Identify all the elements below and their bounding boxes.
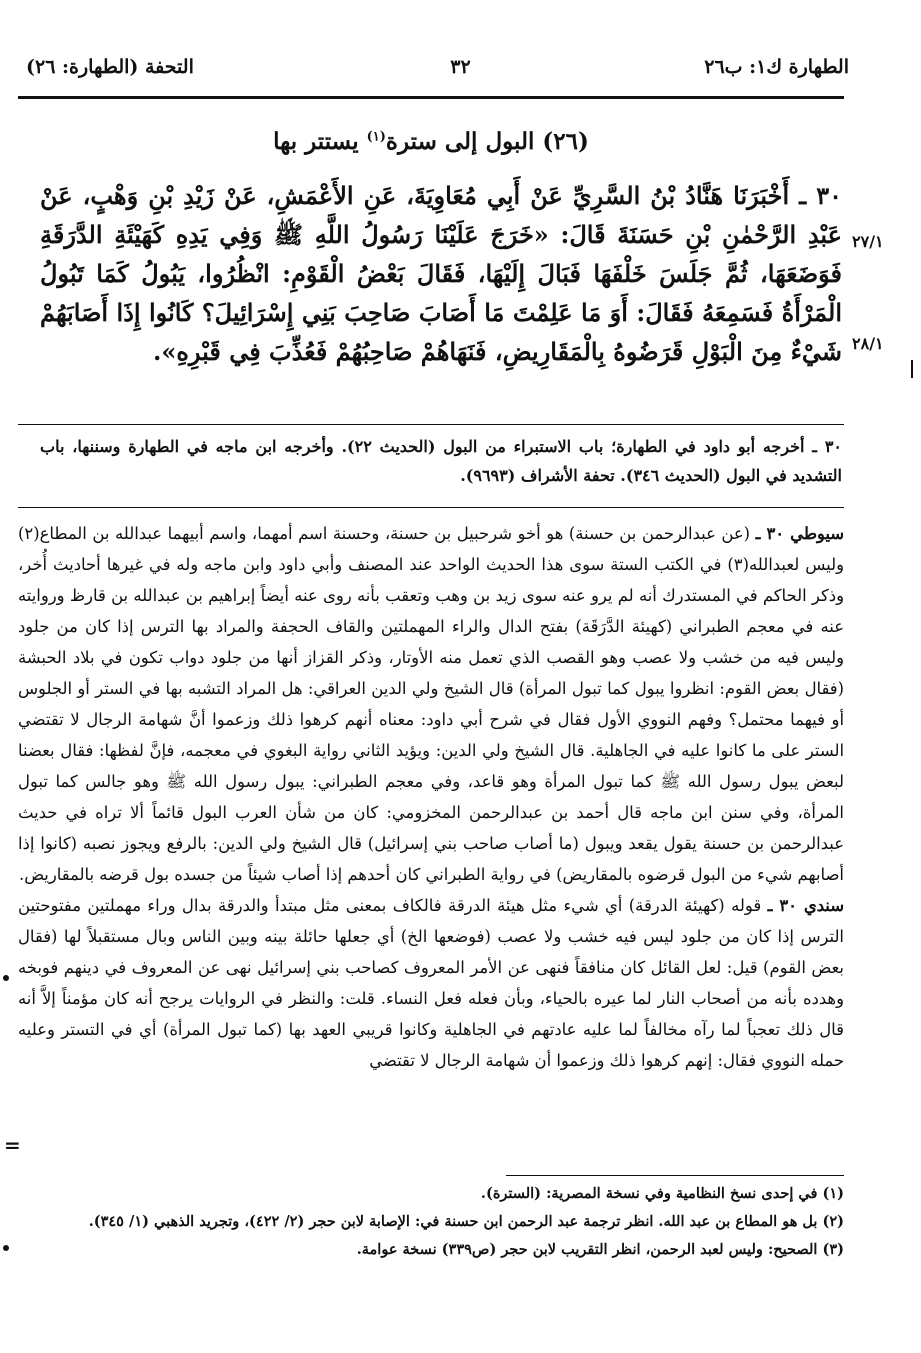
scan-mark [3,1245,9,1251]
suyuti-commentary [18,518,844,890]
continuation-mark: = [4,1133,21,1157]
footnote-separator [506,1175,844,1176]
hadith-text: ٣٠ ـ أَخْبَرَنَا هَنَّادُ بْنُ السَّرِيِّ عَنْ أَبِي مُعَاوِيَةَ، عَنِ الأَعْمَشِ، عَنْ زَيْدِ بْنِ وَهْبٍ، عَنْ عَبْدِ الرَّحْمٰنِ بْنِ حَسَنَةَ قَالَ: «خَرَجَ عَلَيْنَا رَسُولُ اللَّهِ ﷺ وَفِي يَدِهِ كَهَيْئَةِ الدَّرَقَةِ فَوَضَعَهَا، ثُمَّ جَلَسَ خَلْفَهَا فَبَالَ إِلَيْهَا، فَقَالَ بَعْضُ الْقَوْمِ: انْظُرُوا، يَبُولُ كَمَا تَبُولُ الْمَرْأَةُ فَسَمِعَهُ فَقَالَ: أَوَ مَا عَلِمْتَ مَا أَصَابَ صَاحِبَ بَنِي إِسْرَائِيلَ؟ كَانُوا إِذَا أَصَابَهُمْ شَيْءٌ مِنَ الْبَوْلِ قَرَضُوهُ بِالْمَقَارِيضِ، فَنَهَاهُمْ صَاحِبُهُمْ فَعُذِّبَ فِي قَبْرِهِ». [40,181,843,366]
section-rule [18,424,844,425]
chapter-title-text: (٢٦) البول إلى سترة [385,128,589,155]
header-rule [18,96,844,99]
footnote: (١) في إحدى نسخ النظامية وفي نسخة المصرية: (السترة). [480,1185,844,1202]
scan-mark [911,360,913,378]
commentary-label: سيوطي ٣٠ ـ [755,524,845,543]
footnote-marker: (١) [366,129,386,145]
commentary-text: قوله (كهيئة الدرقة) أي شيء مثل هيئة الدرقة فالكاف بمعنى مثل مبتدأ والدرقة بدال وراء مهملتين مفتوحتين الترس إذا كان من جلود ليس فيه خشب ولا عصب (فوضعها الخ) أي جعلها حائلة بينه وبين الناس وبال مستقبلاً لها (فقال بعض القوم) قيل: لعل القائل كان منافقاً فنهى عن الأمر المعروف كصاحب بني إسرائيل نهى عن المعروف في دينهم فوبخه وهدده بأنه من أصحاب النار لما عيره بالحياء، وبأن فعله فعل النساء. قلت: والنظر في الروايات يرجح أنه كان مؤمناً إلاَّ أنه قال ذلك تعجباً لما رآه مخالفاً لما عليه عادتهم في الجاهلية وكانوا قريبي العهد بها (كما تبول المرأة) أي في التستر وعليه حمله النووي فقال: إنهم كرهوا ذلك وزعموا أن شهامة الرجال لا تقتضي [18,896,844,1070]
running-header-chapter: الطهارة ك١: ب٢٦ [704,56,849,78]
running-header-tuhfa: التحفة (الطهارة: ٢٦) [26,56,194,78]
footnote: (٣) الصحيح: وليس لعبد الرحمن، انظر التقريب لابن حجر (ص٣٣٩) نسخة عوامة. [356,1241,844,1258]
sindi-commentary [18,890,844,1076]
chapter-title [18,128,844,155]
margin-reference: ٢٧/١ [852,232,884,251]
footnotes [18,1180,844,1264]
chapter-title-end: يستتر بها [273,128,359,155]
scan-mark [3,975,9,981]
margin-reference: ٢٨/١ [852,334,884,353]
footnote: (٢) بل هو المطاع بن عبد الله. انظر ترجمة عبد الرحمن ابن حسنة في: الإصابة لابن حجر (٢/ ٤٢٢)، وتجريد الذهبي (١/ ٣٤٥). [88,1213,844,1230]
page-number: ٣٢ [450,56,471,78]
commentary [18,518,844,1076]
commentary-text: (عن عبدالرحمن بن حسنة) هو أخو شرحبيل بن حسنة، وحسنة اسم أمهما، واسم أبيهما عبدالله بن المطاع(٢) وليس لعبدالله(٣) في الكتب الستة سوى هذا الحديث الواحد عند المصنف وأبي داود وابن ماجه وله في غيرها أحاديث أُخر، وذكر الحاكم في المستدرك أنه لم يرو عنه سوى زيد بن وهب وتعقب بأنه روى عنه أيضاً إبراهيم بن عبدالله بن قارظ وروايته عنه في معجم الطبراني (كهيئة الدَّرَقَة) بفتح الدال والراء المهملتين والقاف الحجفة والمراد بها الترس إذا كان من جلود وليس فيه من خشب ولا عصب وهو القصب الذي تعمل منه الأوتار، وذكر القزاز أنها من جلود دواب تكون في بلاد الحبشة (فقال بعض القوم: انظروا يبول كما تبول المرأة) قال الشيخ ولي الدين العراقي: هل المراد التشبه بها في الستر أو الجلوس أو فيهما محتمل؟ وفهم النووي الأول فقال في شرح أبي داود: معناه أنهم كرهوا ذلك وزعموا أنَّ شهامة الرجال لا تقتضي الستر على ما كانوا عليه في الجاهلية. قال الشيخ ولي الدين: ويؤيد الثاني رواية البغوي في معجمه، فإنَّ لفظها: فقال بعضنا لبعض يبول رسول الله ﷺ كما تبول المرأة وهو قاعد، وفي معجم الطبراني: يبول رسول الله ﷺ وهو جالس كما تبول المرأة، وفي سنن ابن ماجه قال أحمد بن عبدالرحمن المخزومي: كان من شأن العرب البول قائماً ألا تراه في حديث عبدالرحمن بن حسنة يقول يقعد ويبول (ما أصاب صاحب بني إسرائيل) قال الشيخ ولي الدين: بالرفع ويجوز نصبه (كانوا إذا أصابهم شيء من البول قرضوه بالمقاريض) في رواية الطبراني كان أحدهم إذا أصاب شيئاً من جسده بول قرضه بالمقاريض. [18,524,845,884]
section-rule [18,507,844,508]
commentary-label: سندي ٣٠ ـ [767,896,844,915]
takhrij-note: ٣٠ ـ أخرجه أبو داود في الطهارة؛ باب الاستبراء من البول (الحديث ٢٢). وأخرجه ابن ماجه في الطهارة وسننها، باب التشديد في البول (الحديث ٣٤٦). تحفة الأشراف (٩٦٩٣). [40,437,843,485]
